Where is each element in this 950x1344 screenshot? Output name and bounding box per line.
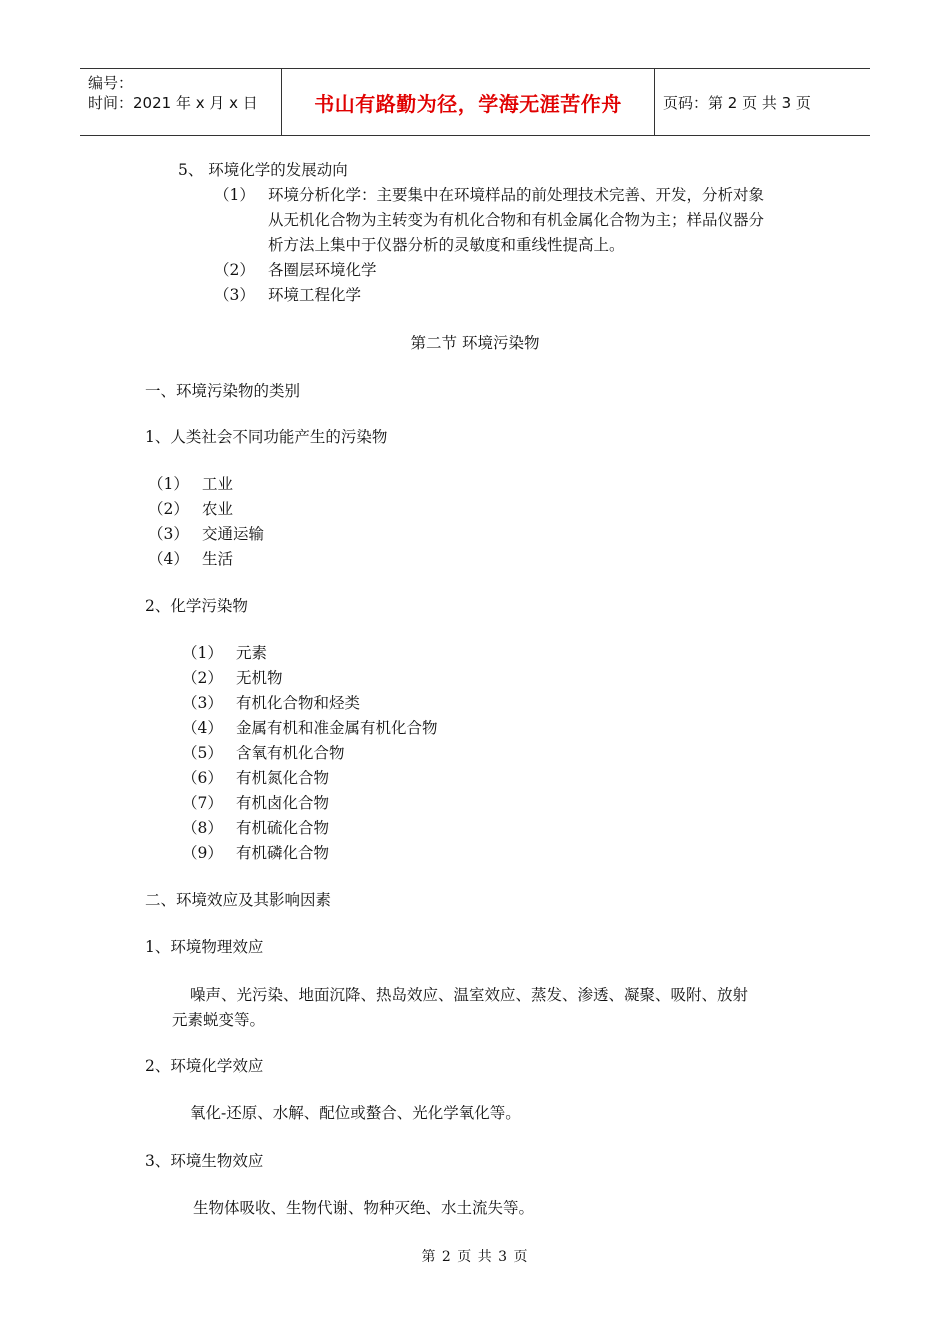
item-text: 含氧有机化合物 (236, 744, 345, 762)
item-number: （2） (214, 261, 255, 279)
physical-effect-line-2: 元素蜕变等。 (172, 1011, 266, 1029)
item-text: 农业 (202, 500, 234, 518)
item-number: （3） (214, 286, 255, 304)
item-text: 环境工程化学 (268, 286, 362, 304)
text-line: 从无机化合物为主转变为有机化合物和有机金属化合物为主；样品仪器分 (268, 211, 765, 229)
item-number: （2） (148, 500, 189, 518)
item-number: （3） (182, 694, 223, 712)
item-text: 有机磷化合物 (236, 844, 330, 862)
item-number: （1） (148, 475, 189, 493)
item-text: 有机化合物和烃类 (236, 694, 361, 712)
item-number: （4） (148, 550, 189, 568)
header-motto-cell (282, 69, 655, 135)
biological-effect-title: 3、环境生物效应 (145, 1152, 264, 1170)
part-1-title: 一、环境污染物的类别 (145, 382, 301, 400)
item-number: （8） (182, 819, 223, 837)
subsection-2-title: 2、化学污染物 (145, 597, 248, 615)
subsection-1-title: 1、人类社会不同功能产生的污染物 (145, 428, 388, 446)
part-2-title: 二、环境效应及其影响因素 (145, 891, 332, 909)
item-text: 元素 (236, 644, 268, 662)
header-motto: 书山有路勤为径，学海无涯苦作舟 (314, 91, 622, 116)
item-text: 有机卤化合物 (236, 794, 330, 812)
item-text: 有机氮化合物 (236, 769, 330, 787)
header-info-cell (80, 69, 282, 135)
section-5-title: 5、 环境化学的发展动向 (178, 161, 348, 179)
item-number: （9） (182, 844, 223, 862)
header-page-cell (655, 69, 870, 135)
item-number: （7） (182, 794, 223, 812)
page-header (80, 68, 870, 136)
item-text: 有机硫化合物 (236, 819, 330, 837)
physical-effect-line-1: 噪声、光污染、地面沉降、热岛效应、温室效应、蒸发、渗透、凝聚、吸附、放射 (190, 986, 749, 1004)
item-number: （4） (182, 719, 223, 737)
item-text-block (268, 183, 813, 258)
item-number: （1） (214, 186, 255, 204)
item-text: 交通运输 (202, 525, 265, 543)
item-text: 生活 (202, 550, 234, 568)
item-text: 无机物 (236, 669, 283, 687)
header-number: 编号： (88, 74, 134, 92)
text-line: 环境分析化学：主要集中在环境样品的前处理技术完善、开发，分析对象 (268, 186, 765, 204)
text-line: 析方法上集中于仪器分析的灵敏度和重线性提高上。 (268, 236, 625, 254)
item-number: （1） (182, 644, 223, 662)
physical-effect-title: 1、环境物理效应 (145, 938, 264, 956)
chemical-effect-text: 氧化-还原、水解、配位或螯合、光化学氧化等。 (190, 1104, 521, 1122)
item-number: （2） (182, 669, 223, 687)
biological-effect-text: 生物体吸收、生物代谢、物种灭绝、水土流失等。 (193, 1199, 535, 1217)
section-heading: 第二节 环境污染物 (410, 334, 540, 352)
item-number: （6） (182, 769, 223, 787)
item-text: 各圈层环境化学 (268, 261, 377, 279)
header-page-number: 页码：第 2 页 共 3 页 (663, 93, 811, 112)
item-number: （3） (148, 525, 189, 543)
item-number: （5） (182, 744, 223, 762)
chemical-effect-title: 2、环境化学效应 (145, 1057, 264, 1075)
item-text: 工业 (202, 475, 234, 493)
header-date: 时间：2021 年 x 月 x 日 (88, 94, 258, 112)
item-text: 金属有机和准金属有机化合物 (236, 719, 438, 737)
page-footer: 第 2 页 共 3 页 (421, 1249, 529, 1265)
